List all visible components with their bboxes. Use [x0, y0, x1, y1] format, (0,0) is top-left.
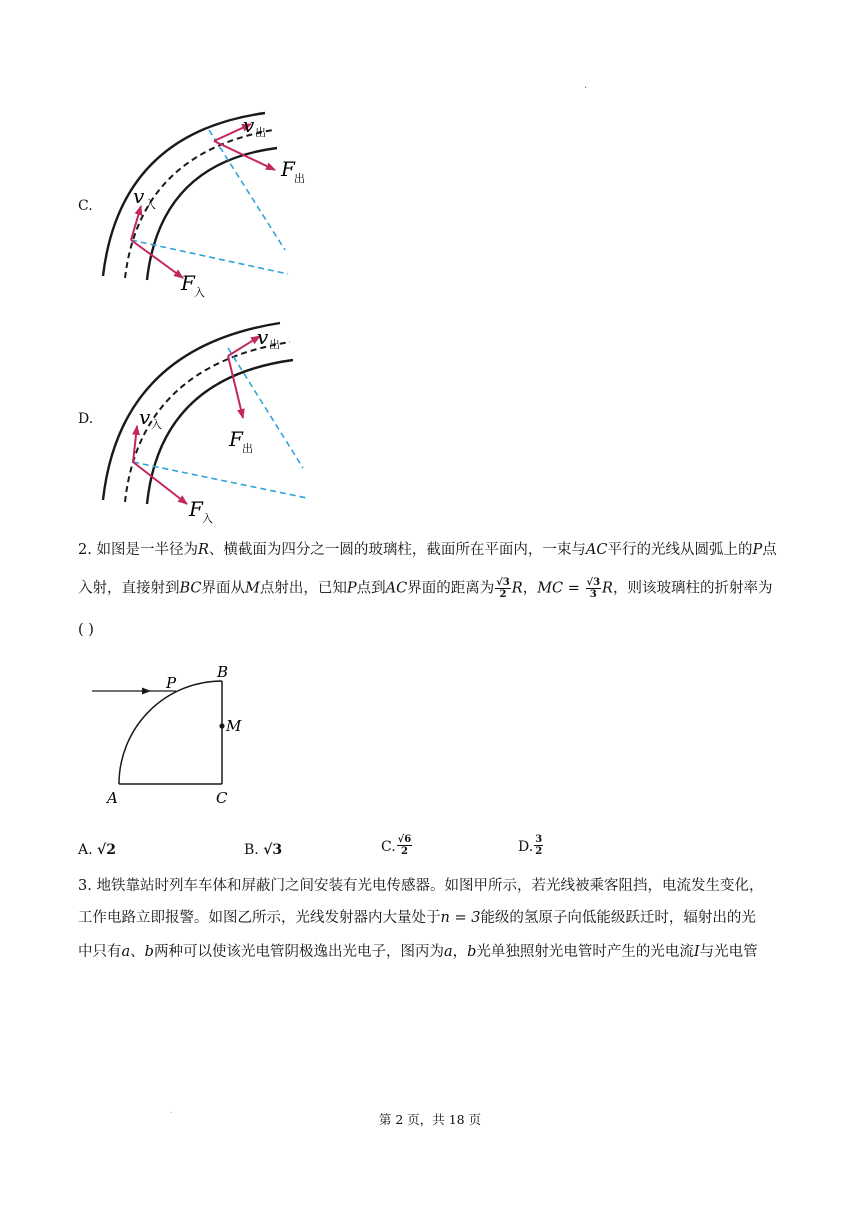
answer-a[interactable]: A. √2 — [78, 842, 116, 858]
figure-quarter-circle — [88, 660, 258, 810]
f-in-label: F — [189, 497, 203, 521]
fraction-sqrt3-over-3: $\frac{√3}{3}$ — [586, 577, 601, 600]
inner-arc — [147, 360, 293, 504]
page-footer: 第 2 页，共 18 页 — [378, 1112, 482, 1127]
v-in-arrow — [133, 426, 137, 462]
figure-option-c — [95, 108, 310, 308]
point-m — [219, 723, 224, 728]
answer-b[interactable]: B. √3 — [244, 842, 283, 858]
option-c-label: C. — [78, 198, 93, 214]
v-out-sub: 出 — [269, 338, 280, 351]
label-m: M — [226, 717, 242, 735]
label-a: A — [107, 789, 118, 807]
f-out-label: F — [281, 157, 295, 181]
label-p: P — [166, 674, 177, 692]
question-2-line-2: 入射，直接射到BC界面从M点射出，已知P点到AC界面的距离为 $\frac{√3}{2}$ R，MC = $\frac{√3}{3}$ R，则该玻璃柱的折射率为 — [78, 577, 773, 600]
f-out-sub: 出 — [242, 442, 253, 455]
inner-arc — [147, 148, 277, 280]
dashed-radius-2 — [133, 462, 307, 498]
figure-option-d — [95, 318, 315, 528]
f-in-label: F — [181, 271, 195, 295]
question-3-line-1: 3. 地铁靠站时列车车体和屏蔽门之间安装有光电传感器。如图甲所示，若光线被乘客阻挡，电流发生变化， — [78, 878, 764, 894]
answer-paren: ( ) — [78, 622, 94, 638]
answer-d[interactable]: D. $\frac{3}{2}$ — [518, 834, 543, 857]
answer-c[interactable]: C. $\frac{√6}{2}$ — [381, 834, 412, 857]
f-in-arrow — [131, 240, 183, 278]
f-out-label: F — [229, 427, 243, 451]
label-b: B — [217, 663, 229, 681]
f-out-arrow — [228, 356, 243, 418]
f-in-sub: 入 — [202, 512, 213, 525]
question-3-line-2: 工作电路立即报警。如图乙所示，光线发射器内大量处于n = 3能级的氢原子向低能级跃迁时，辐射出的光 — [78, 910, 756, 926]
arc-ab — [119, 681, 222, 784]
f-in-sub: 入 — [194, 286, 205, 299]
footer-dot: . — [170, 1106, 173, 1115]
f-in-arrow — [133, 462, 187, 504]
v-out-sub: 出 — [255, 126, 266, 139]
v-out-label: v — [257, 325, 269, 349]
v-in-label: v — [139, 405, 151, 429]
f-out-arrow — [214, 141, 275, 170]
question-number: 2. — [78, 542, 92, 558]
fraction-sqrt3-over-2: $\frac{√3}{2}$ — [496, 577, 510, 600]
question-2-line-1: 2. 如图是一半径为R、横截面为四分之一圆的玻璃柱，截面所在平面内，一束与AC平行的光线从圆弧上的P点 — [78, 542, 777, 558]
v-in-sub: 入 — [145, 198, 156, 211]
option-d-label: D. — [78, 411, 94, 427]
label-c: C — [216, 789, 228, 807]
header-dot: . — [584, 80, 588, 91]
v-in-label: v — [133, 184, 145, 208]
v-out-label: v — [243, 113, 255, 137]
v-in-arrow — [131, 206, 141, 240]
v-in-sub: 入 — [151, 418, 162, 431]
question-3-line-3: 中只有a、b两种可以使该光电管阴极逸出光电子，图丙为a，b光单独照射光电管时产生的光电流I与光电管 — [78, 944, 758, 960]
f-out-sub: 出 — [294, 172, 305, 185]
